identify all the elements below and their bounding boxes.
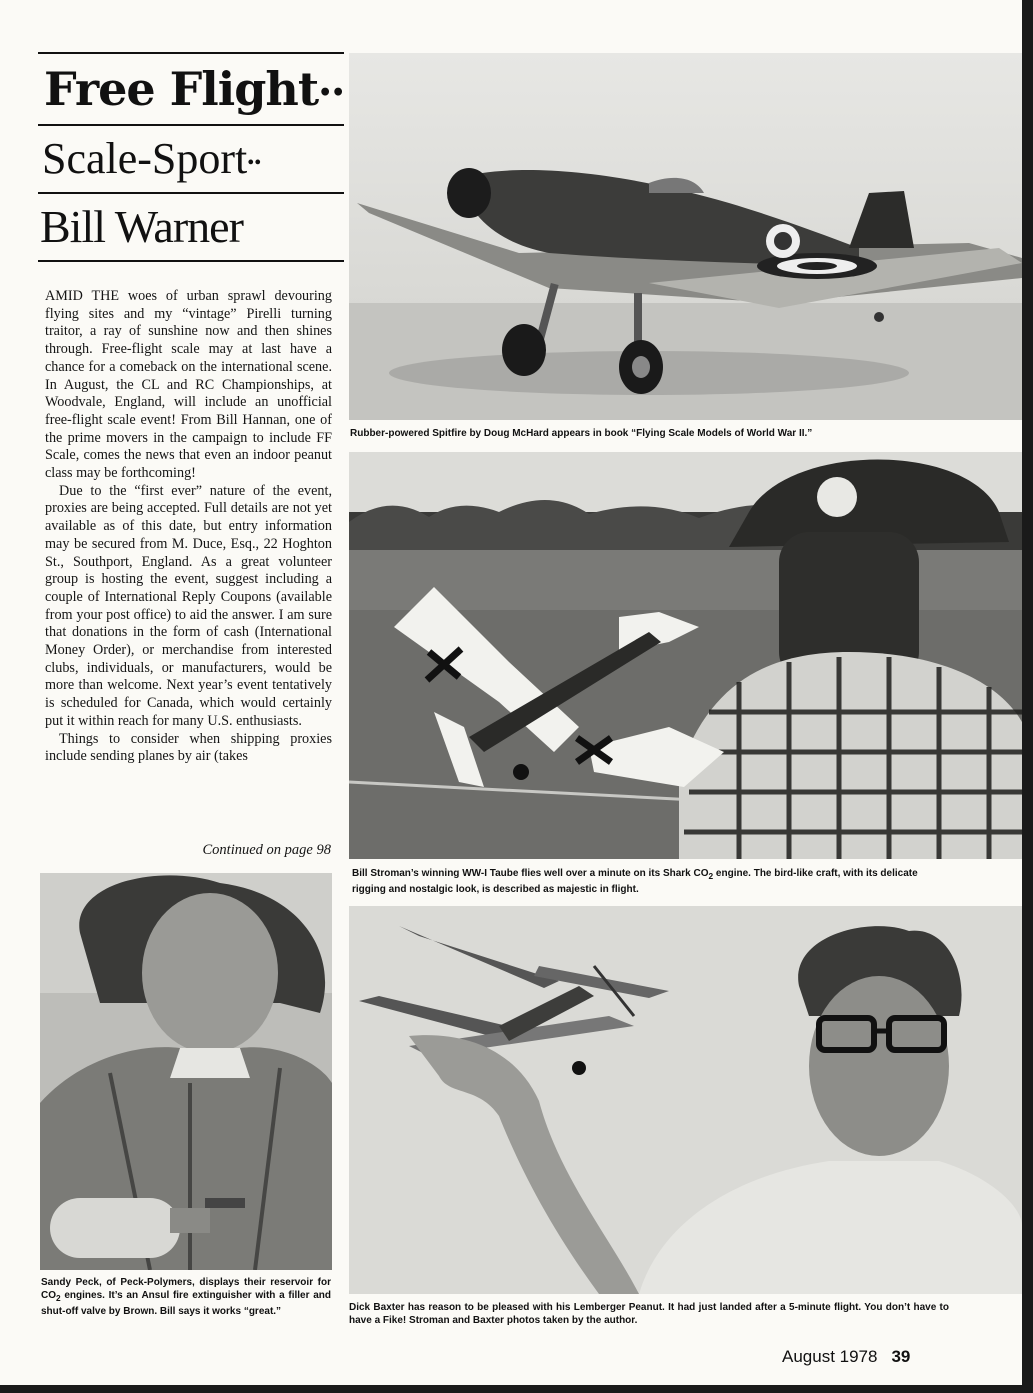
paragraph: AMID THE woes of urban sprawl devouring flying sites and my “vintage” Pirelli turning traitor, a ray of sunshine now and then shines through. Free-flight scale may at last have a chance for a comeback on the international scene. In August, the CL and RC Championships, at Woodvale, England, will include an unofficial free-flight scale event! From Bill Hannan, one of the prime movers in the campaign to include FF Scale, comes the news that even an indoor peanut class may be forthcoming!	[45, 288, 332, 482]
column-header	[38, 52, 344, 262]
issue-date: August 1978	[782, 1347, 878, 1366]
column-title: Free Flight••	[44, 62, 345, 116]
rule	[38, 260, 344, 262]
page-footer	[782, 1347, 910, 1367]
dick-baxter-caption: Dick Baxter has reason to be pleased with his Lemberger Peanut. It had just landed after a 5-minute flight. You don’t have to have a Fike! Stroman and Baxter photos taken by the author.	[349, 1302, 949, 1326]
continued-note: Continued on page 98	[202, 842, 331, 858]
column-subtitle: Scale-Sport••	[42, 134, 262, 183]
author-name: Bill Warner	[40, 201, 243, 252]
sandy-peck-photo	[40, 873, 332, 1270]
spitfire-caption: Rubber-powered Spitfire by Doug McHard appears in book “Flying Scale Models of World War II.”	[350, 428, 813, 439]
paragraph: Things to consider when shipping proxies include sending planes by air (takes	[45, 730, 332, 765]
spitfire-photo	[349, 53, 1022, 420]
sandy-peck-caption: Sandy Peck, of Peck-Polymers, displays their reservoir for $CO_2$ engines. It’s an Ansul fire extinguisher with a filler and shut-off valve by Brown. Bill says it works “great.”	[41, 1277, 331, 1317]
article-body	[45, 288, 332, 766]
paragraph: Due to the “first ever” nature of the event, proxies are being accepted. Full details are not yet available as of this date, but entry information may be secured from M. Duce, Esq., 22 Hoghton St., Southport, England. As a great volunteer group is hosting the event, suggest including a couple of International Reply Coupons (available from your post office) to aid the answer. I am sure that donations in the form of cash (International Money Order), or merchandise from interested clubs, individuals, or manufacturers, would be more than welcome. Next year’s event tentatively is scheduled for Canada, which would certainly put it within reach for many U.S. enthusiasts.	[45, 482, 332, 729]
taube-photo	[349, 452, 1022, 859]
page-number: 39	[891, 1347, 911, 1366]
taube-caption: Bill Stroman’s winning WW-I Taube flies well over a minute on its Shark $CO_2$ engine. The bird-like craft, with its delicate rigging and nostalgic look, is described as majestic in flight.	[352, 868, 918, 895]
dick-baxter-photo	[349, 906, 1022, 1294]
